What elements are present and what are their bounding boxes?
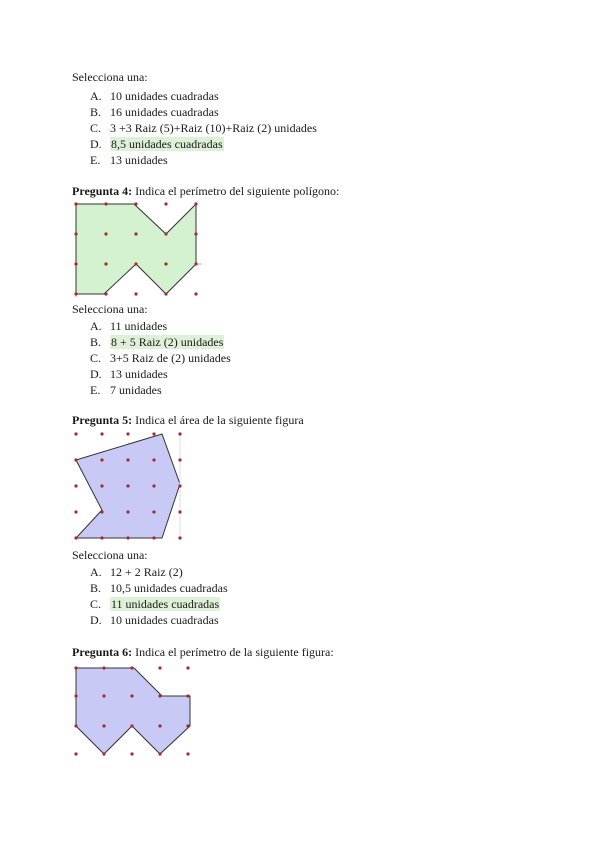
question-text: Indica el área de la siguiente figura xyxy=(132,413,304,427)
question-4-title xyxy=(72,184,339,199)
option-text-correct: 8 + 5 Raiz (2) unidades xyxy=(111,335,224,349)
option-e[interactable] xyxy=(90,152,317,168)
option-a[interactable] xyxy=(90,564,228,580)
polygon-figure-q4 xyxy=(72,200,206,298)
grid-dot xyxy=(134,232,137,235)
options-list-q5 xyxy=(90,564,228,628)
grid-dot xyxy=(104,232,107,235)
grid-dot xyxy=(158,666,161,669)
select-one-label: Selecciona una: xyxy=(72,70,148,84)
option-letter: B. xyxy=(90,581,102,595)
select-one-label: Selecciona una: xyxy=(72,548,148,562)
grid-dot xyxy=(164,262,167,265)
grid-dot xyxy=(100,510,103,513)
grid-dot xyxy=(74,292,77,295)
grid-dot xyxy=(74,232,77,235)
grid-dot xyxy=(178,484,181,487)
option-letter: E. xyxy=(90,383,101,397)
option-text: 10 unidades cuadradas xyxy=(110,89,219,103)
option-c[interactable] xyxy=(90,120,317,136)
option-b[interactable] xyxy=(90,334,231,350)
grid-dot xyxy=(178,510,181,513)
option-text: 3 +3 Raiz (5)+Raiz (10)+Raiz (2) unidades xyxy=(110,121,317,135)
grid-dot xyxy=(130,724,133,727)
grid-dot xyxy=(130,694,133,697)
option-text: 7 unidades xyxy=(110,383,162,397)
grid-dot xyxy=(158,752,161,755)
question-label: Pregunta 4: xyxy=(72,184,133,198)
grid-dot xyxy=(186,724,189,727)
grid-dot xyxy=(104,292,107,295)
grid-dot xyxy=(178,536,181,539)
grid-dot xyxy=(134,262,137,265)
grid-dot xyxy=(194,292,197,295)
grid-dot xyxy=(74,262,77,265)
option-letter: D. xyxy=(90,613,102,627)
option-a[interactable] xyxy=(90,88,317,104)
grid-dot xyxy=(178,458,181,461)
option-c[interactable] xyxy=(90,350,231,366)
select-one-label: Selecciona una: xyxy=(72,302,148,316)
grid-dot xyxy=(102,752,105,755)
grid-dot xyxy=(134,202,137,205)
option-letter: E. xyxy=(90,153,101,167)
option-b[interactable] xyxy=(90,580,228,596)
option-text: 13 unidades xyxy=(110,367,168,381)
grid-dot xyxy=(102,666,105,669)
grid-dot xyxy=(100,458,103,461)
grid-dot xyxy=(126,536,129,539)
option-d[interactable] xyxy=(90,366,231,382)
grid-dot xyxy=(164,292,167,295)
question-label: Pregunta 6: xyxy=(72,645,133,659)
option-letter: A. xyxy=(90,89,102,103)
option-text: 12 + 2 Raiz (2) xyxy=(110,565,183,579)
option-text: 3+5 Raiz de (2) unidades xyxy=(110,351,231,365)
option-text: 10 unidades cuadradas xyxy=(110,613,219,627)
option-letter: B. xyxy=(90,105,102,119)
option-e[interactable] xyxy=(90,382,231,398)
grid-dot xyxy=(152,458,155,461)
option-d[interactable] xyxy=(90,136,317,152)
grid-dot xyxy=(158,694,161,697)
grid-dot xyxy=(102,724,105,727)
grid-dot xyxy=(74,694,77,697)
option-letter: C. xyxy=(90,597,102,611)
option-text: 10,5 unidades cuadradas xyxy=(110,581,228,595)
grid-dot xyxy=(100,484,103,487)
option-a[interactable] xyxy=(90,318,231,334)
options-list-q4 xyxy=(90,318,231,398)
grid-dot xyxy=(74,510,77,513)
option-text: 11 unidades xyxy=(110,319,168,333)
option-letter: C. xyxy=(90,351,102,365)
grid-dot xyxy=(74,484,77,487)
shape-figure-q5 xyxy=(72,430,184,544)
option-c[interactable] xyxy=(90,596,228,612)
question-text: Indica el perímetro de la siguiente figura: xyxy=(132,645,334,659)
option-text-correct: 11 unidades cuadradas xyxy=(111,597,220,611)
grid-dot xyxy=(194,202,197,205)
option-text: 13 unidades xyxy=(110,153,168,167)
grid-dot xyxy=(186,694,189,697)
grid-dot xyxy=(104,262,107,265)
grid-dot xyxy=(126,458,129,461)
option-letter: B. xyxy=(90,335,102,349)
grid-dot xyxy=(104,202,107,205)
option-letter: A. xyxy=(90,565,102,579)
grid-dot xyxy=(74,458,77,461)
grid-dot xyxy=(134,292,137,295)
grid-dot xyxy=(158,724,161,727)
grid-dot xyxy=(186,666,189,669)
question-text: Indica el perímetro del siguiente polígono: xyxy=(132,184,340,198)
grid-dot xyxy=(100,432,103,435)
option-text-correct: 8,5 unidades cuadradas xyxy=(111,137,223,151)
question-label: Pregunta 5: xyxy=(72,413,133,427)
question-5-title xyxy=(72,413,304,428)
grid-dot xyxy=(130,666,133,669)
option-letter: D. xyxy=(90,137,102,151)
options-list-q3 xyxy=(90,88,317,168)
grid-dot xyxy=(74,202,77,205)
grid-dot xyxy=(152,432,155,435)
grid-dot xyxy=(152,536,155,539)
grid-dot xyxy=(152,510,155,513)
grid-dot xyxy=(74,432,77,435)
grid-dot xyxy=(74,724,77,727)
option-letter: D. xyxy=(90,367,102,381)
grid-dot xyxy=(130,752,133,755)
question-6-title xyxy=(72,645,334,660)
grid-dot xyxy=(74,752,77,755)
grid-dot xyxy=(186,752,189,755)
grid-dot xyxy=(152,484,155,487)
grid-dot xyxy=(194,232,197,235)
option-text: 16 unidades cuadradas xyxy=(110,105,219,119)
shape-figure-q6 xyxy=(72,664,194,758)
option-b[interactable] xyxy=(90,104,317,120)
option-letter: C. xyxy=(90,121,102,135)
grid-dot xyxy=(126,484,129,487)
grid-dot xyxy=(74,536,77,539)
grid-dot xyxy=(126,510,129,513)
grid-dot xyxy=(164,232,167,235)
grid-dot xyxy=(178,432,181,435)
grid-dot xyxy=(194,262,197,265)
grid-dot xyxy=(126,432,129,435)
grid-dot xyxy=(102,694,105,697)
grid-dot xyxy=(164,202,167,205)
grid-dot xyxy=(74,666,77,669)
option-letter: A. xyxy=(90,319,102,333)
option-d[interactable] xyxy=(90,612,228,628)
grid-dot xyxy=(100,536,103,539)
